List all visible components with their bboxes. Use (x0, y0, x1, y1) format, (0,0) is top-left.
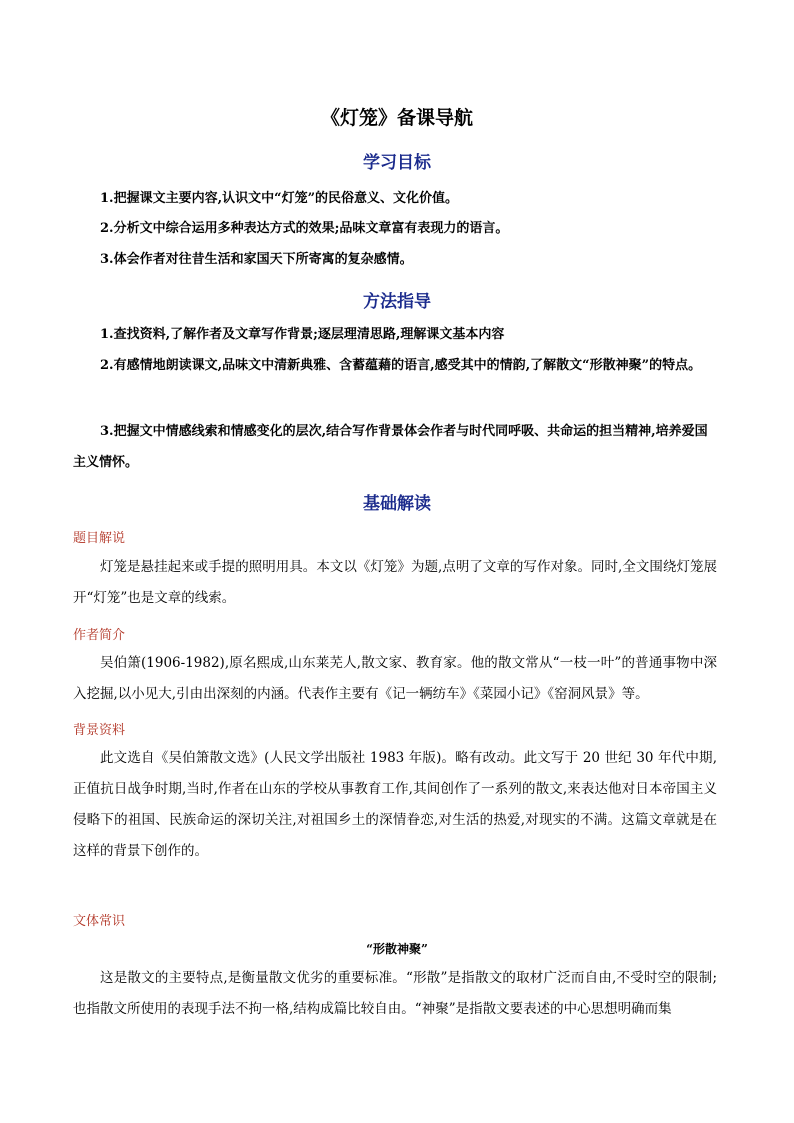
goal-item: 3.体会作者对往昔生活和家国天下所寄寓的复杂感情。 (100, 252, 413, 267)
subheading-background: 背景资料 (73, 723, 126, 738)
section-heading-basics: 基础解读 (363, 494, 431, 514)
genre-subtitle: “形散神聚” (366, 942, 428, 956)
goal-item: 2.分析文中综合运用多种表达方式的效果;品味文章富有表现力的语言。 (100, 221, 509, 236)
subheading-title-explanation: 题目解说 (73, 531, 126, 546)
goal-item: 1.把握课文主要内容,认识文中“灯笼”的民俗意义、文化价值。 (100, 191, 459, 206)
subheading-genre: 文体常识 (73, 914, 126, 929)
section-heading-goals: 学习目标 (363, 153, 431, 173)
subheading-author: 作者简介 (73, 628, 126, 643)
method-item: 3.把握文中情感线索和情感变化的层次,结合写作背景体会作者与时代同呼吸、共命运的担当精神,培养爱国主义情怀。 (73, 424, 708, 470)
section-heading-method: 方法指导 (363, 292, 431, 312)
document-title: 《灯笼》备课导航 (320, 107, 473, 129)
paragraph-title-explanation: 灯笼是悬挂起来或手提的照明用具。本文以《灯笼》为题,点明了文章的写作对象。同时,全文围绕灯笼展开“灯笼”也是文章的线索。 (73, 559, 717, 606)
method-item: 2.有感情地朗读课文,品味文中清新典雅、含蓄蕴藉的语言,感受其中的情韵,了解散文“形散神聚”的特点。 (100, 358, 702, 373)
paragraph-background: 此文选自《吴伯箫散文选》(人民文学出版社 1983 年版)。略有改动。此文写于 20 世纪 30 年代中期,正值抗日战争时期,当时,作者在山东的学校从事教育工作,其间创作了一系列的散文,来表达他对日本帝国主义侵略下的祖国、民族命运的深切关注,对祖国乡土的深情眷恋,对生活的热爱,对现实的不满。这篇文章就是在这样的背景下创作的。 (73, 750, 717, 859)
paragraph-author: 吴伯箫(1906-1982),原名熙成,山东莱芜人,散文家、教育家。他的散文常从“一枝一叶”的普通事物中深入挖掘,以小见大,引由出深刻的内涵。代表作主要有《记一辆纺车》《菜园小记》《窑洞风景》等。 (73, 655, 717, 702)
paragraph-genre: 这是散文的主要特点,是衡量散文优劣的重要标准。“形散”是指散文的取材广泛而自由,不受时空的限制;也指散文所使用的表现手法不拘一格,结构成篇比较自由。“神聚”是指散文要表述的中心思想明确而集 (73, 970, 717, 1017)
method-item: 1.查找资料,了解作者及文章写作背景;逐层理清思路,理解课文基本内容 (100, 327, 505, 342)
